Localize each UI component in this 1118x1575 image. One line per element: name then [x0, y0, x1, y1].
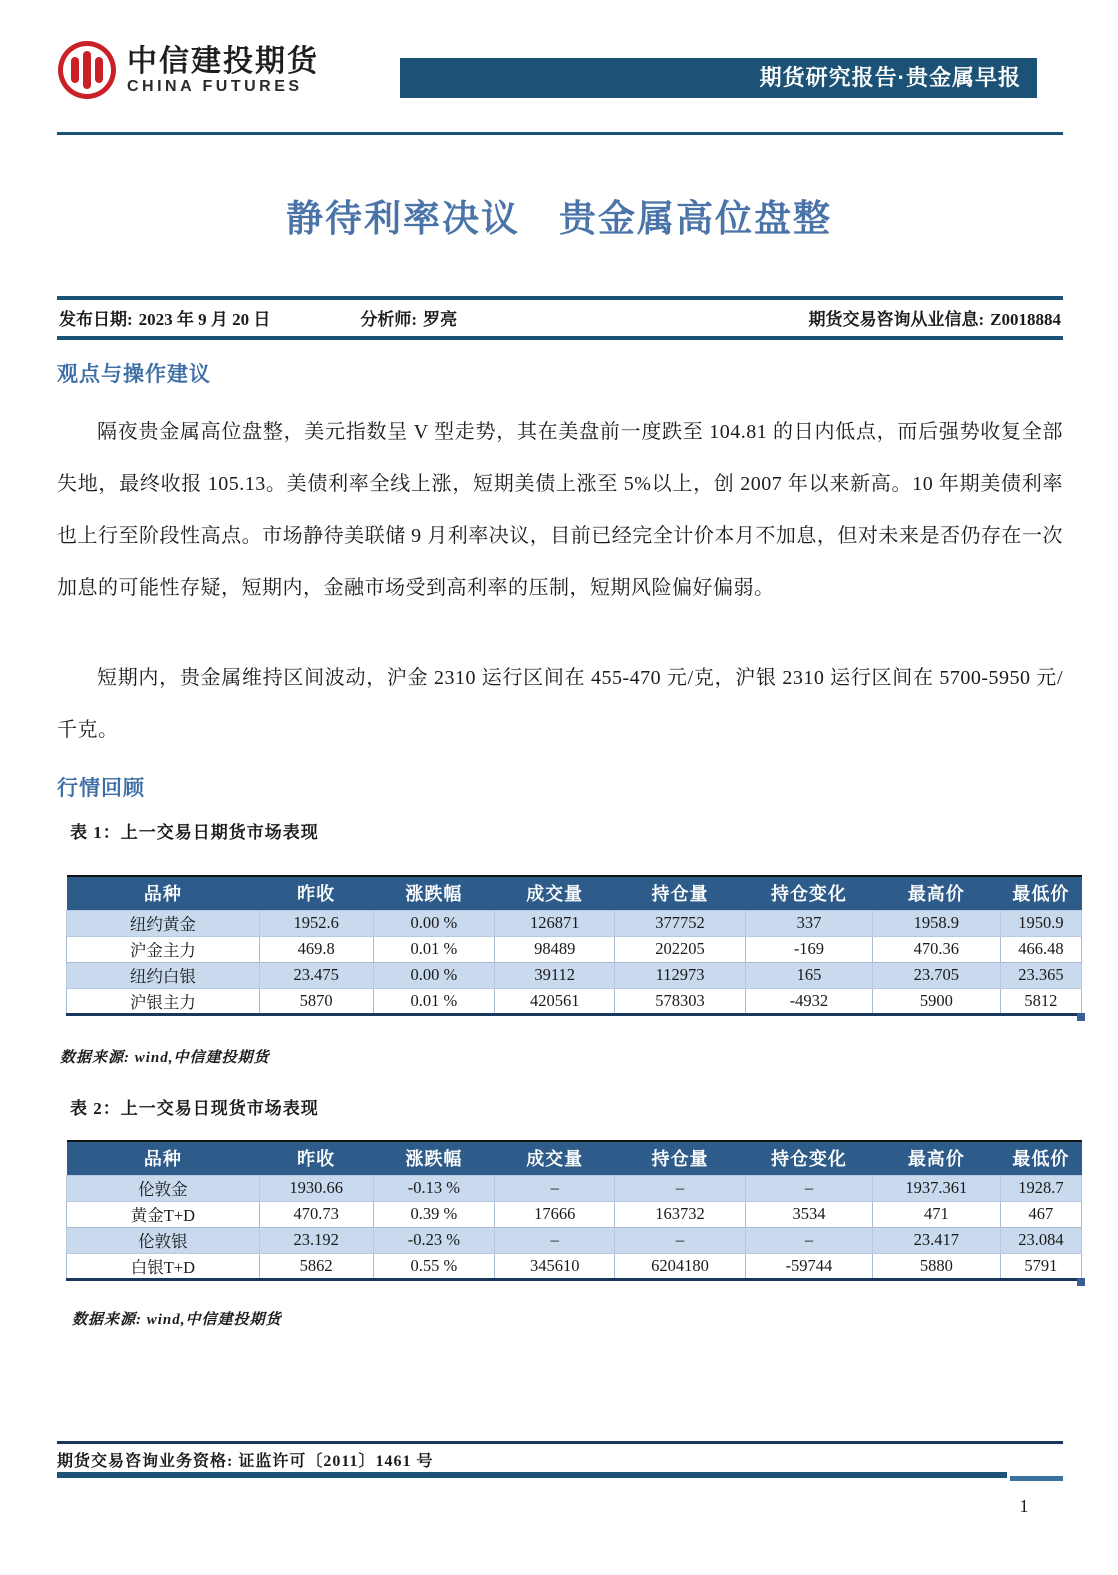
table2-source-note: 数据来源: wind,中信建投期货	[72, 1312, 282, 1328]
column-header: 昨收	[259, 1141, 373, 1175]
column-header: 昨收	[259, 876, 373, 910]
section-heading-review: 行情回顾	[57, 776, 145, 800]
table-cell: 39112	[495, 962, 615, 988]
publish-date-value: 2023 年 9 月 20 日	[138, 310, 271, 329]
table-cell: 377752	[615, 910, 746, 936]
table-cell: 0.00 %	[373, 962, 495, 988]
table-cell: 伦敦金	[67, 1175, 260, 1201]
column-header: 品种	[67, 876, 260, 910]
table-cell: 白银T+D	[67, 1253, 260, 1279]
column-header: 最低价	[1000, 1141, 1081, 1175]
header-divider	[57, 132, 1063, 135]
table-cell: 470.36	[872, 936, 1000, 962]
table-cell: 98489	[495, 936, 615, 962]
futures-market-table	[66, 875, 1082, 1016]
analyst-value: 罗亮	[423, 310, 458, 329]
page-number: 1	[1019, 1496, 1029, 1516]
column-header: 持仓变化	[746, 1141, 873, 1175]
table-cell: 6204180	[615, 1253, 746, 1279]
table-cell: 3534	[746, 1201, 873, 1227]
table-cell: 466.48	[1000, 936, 1081, 962]
table-row	[67, 962, 1082, 988]
table2-caption: 表 2：上一交易日现货市场表现	[70, 1099, 319, 1118]
table-row	[67, 1175, 1082, 1201]
table-cell: 0.55 %	[373, 1253, 495, 1279]
table-cell: 23.084	[1000, 1227, 1081, 1253]
footer-divider-top	[57, 1441, 1063, 1444]
table-cell: -59744	[746, 1253, 873, 1279]
table-cell: 5900	[872, 988, 1000, 1014]
table-row	[67, 910, 1082, 936]
table-cell: –	[746, 1227, 873, 1253]
table-cell: 0.01 %	[373, 936, 495, 962]
column-header: 涨跌幅	[373, 876, 495, 910]
report-type-banner: 期货研究报告·贵金属早报	[400, 58, 1037, 98]
column-header: 品种	[67, 1141, 260, 1175]
brand-name-en: CHINA FUTURES	[127, 77, 303, 95]
table-row	[67, 988, 1082, 1014]
column-header: 成交量	[495, 1141, 615, 1175]
column-header: 涨跌幅	[373, 1141, 495, 1175]
table-cell: 23.705	[872, 962, 1000, 988]
table-cell: 23.192	[259, 1227, 373, 1253]
table-cell: –	[495, 1227, 615, 1253]
table-cell: 23.417	[872, 1227, 1000, 1253]
table-cell: 1928.7	[1000, 1175, 1081, 1201]
column-header: 最低价	[1000, 876, 1081, 910]
analyst	[360, 305, 457, 330]
license-info	[808, 305, 1061, 330]
table-cell: 345610	[495, 1253, 615, 1279]
table-cell: 5862	[259, 1253, 373, 1279]
citic-emblem-icon	[57, 40, 117, 100]
table-cell: 沪银主力	[67, 988, 260, 1014]
column-header: 持仓变化	[746, 876, 873, 910]
license-value: Z0018884	[990, 310, 1061, 329]
table-cell: 5791	[1000, 1253, 1081, 1279]
table-cell: 471	[872, 1201, 1000, 1227]
table-cell: 1952.6	[259, 910, 373, 936]
table-cell: 伦敦银	[67, 1227, 260, 1253]
column-header: 最高价	[872, 1141, 1000, 1175]
table-cell: 420561	[495, 988, 615, 1014]
table-cell: 126871	[495, 910, 615, 936]
footer-qualification-label: 期货交易咨询业务资格:	[57, 1453, 234, 1470]
footer-divider-nub	[1010, 1476, 1063, 1481]
column-header: 持仓量	[615, 1141, 746, 1175]
viewpoint-paragraph-2: 短期内，贵金属维持区间波动，沪金 2310 运行区间在 455-470 元/克，沪银 2310 运行区间在 5700-5950 元/千克。	[57, 667, 1063, 741]
table1-caption: 表 1：上一交易日期货市场表现	[70, 823, 319, 842]
table-row	[67, 1227, 1082, 1253]
column-header: 持仓量	[615, 876, 746, 910]
table1-source-note: 数据来源: wind,中信建投期货	[60, 1050, 270, 1066]
table-cell: 5812	[1000, 988, 1081, 1014]
table-header-row	[67, 1141, 1082, 1175]
table-cell: –	[746, 1175, 873, 1201]
table-cell: 纽约白银	[67, 962, 260, 988]
footer-qualification-value: 证监许可〔2011〕1461 号	[238, 1453, 434, 1470]
table-cell: 1937.361	[872, 1175, 1000, 1201]
table-row	[67, 1201, 1082, 1227]
table-cell: 纽约黄金	[67, 910, 260, 936]
table-cell: 5870	[259, 988, 373, 1014]
table-cell: 337	[746, 910, 873, 936]
table-cell: -4932	[746, 988, 873, 1014]
table-cell: 1950.9	[1000, 910, 1081, 936]
table-cell: 1958.9	[872, 910, 1000, 936]
license-label: 期货交易咨询从业信息:	[808, 310, 985, 329]
brand-text	[127, 45, 319, 96]
column-header: 成交量	[495, 876, 615, 910]
table-cell: 0.00 %	[373, 910, 495, 936]
table-cell: 0.01 %	[373, 988, 495, 1014]
table-cell: 23.365	[1000, 962, 1081, 988]
table-cell: 23.475	[259, 962, 373, 988]
table-row	[67, 936, 1082, 962]
table-cell: 469.8	[259, 936, 373, 962]
brand-name-cn: 中信建投期货	[127, 44, 319, 78]
table-cell: -0.13 %	[373, 1175, 495, 1201]
table-cell: -0.23 %	[373, 1227, 495, 1253]
table-cell: 112973	[615, 962, 746, 988]
table-cell: –	[495, 1175, 615, 1201]
column-header: 最高价	[872, 876, 1000, 910]
table-header-row	[67, 876, 1082, 910]
table-cell: 1930.66	[259, 1175, 373, 1201]
table-cell: 0.39 %	[373, 1201, 495, 1227]
page-title: 静待利率决议 贵金属高位盘整	[286, 199, 832, 240]
table-cell: 467	[1000, 1201, 1081, 1227]
table-cell: 165	[746, 962, 873, 988]
table-cell: 578303	[615, 988, 746, 1014]
publish-date	[59, 305, 270, 330]
table-cell: 5880	[872, 1253, 1000, 1279]
viewpoint-paragraph-1: 隔夜贵金属高位盘整，美元指数呈 V 型走势，其在美盘前一度跌至 104.81 的日内低点，而后强势收复全部失地，最终收报 105.13。美债利率全线上涨，短期美债上涨至 5%以上，创 2007 年以来新高。10 年期美债利率也上行至阶段性高点。市场静待美联储 9 月利率决议，目前已经完全计价本月不加息，但对未来是否仍存在一次加息的可能性存疑，短期内，金融市场受到高利率的压制，短期风险偏好偏弱。	[57, 421, 1063, 599]
publish-date-label: 发布日期:	[59, 310, 133, 329]
section-heading-viewpoint: 观点与操作建议	[57, 362, 211, 386]
table-row	[67, 1253, 1082, 1279]
brand-block	[57, 40, 319, 100]
table-cell: 163732	[615, 1201, 746, 1227]
analyst-label: 分析师:	[360, 310, 418, 329]
table-cell: 17666	[495, 1201, 615, 1227]
spot-market-table	[66, 1140, 1082, 1281]
table-cell: 黄金T+D	[67, 1201, 260, 1227]
table-cell: -169	[746, 936, 873, 962]
table-cell: 202205	[615, 936, 746, 962]
publication-info-bar	[57, 296, 1063, 340]
footer-divider-bottom	[57, 1472, 1007, 1478]
table-cell: –	[615, 1227, 746, 1253]
table-cell: 470.73	[259, 1201, 373, 1227]
table-cell: –	[615, 1175, 746, 1201]
table-cell: 沪金主力	[67, 936, 260, 962]
footer-qualification	[57, 1448, 433, 1471]
